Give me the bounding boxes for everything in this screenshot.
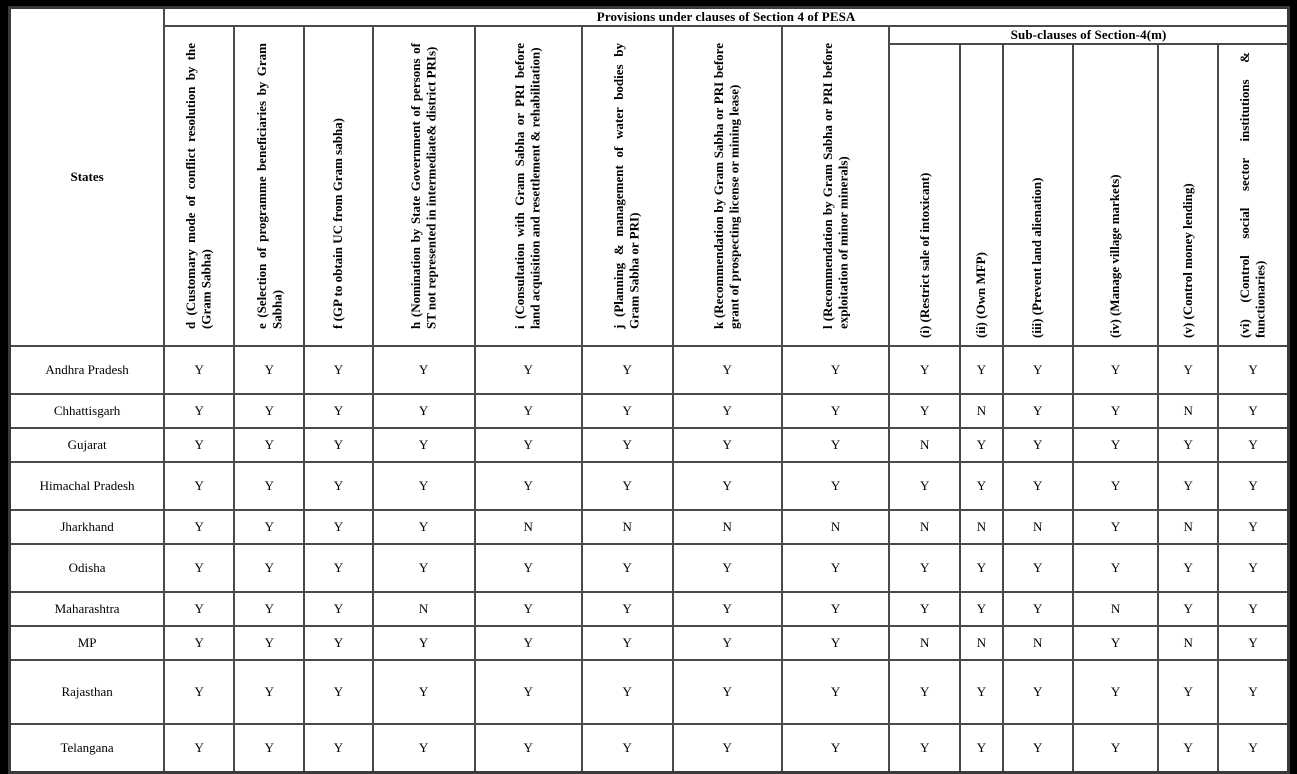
- cell-value: Y: [673, 724, 782, 773]
- header-col-f: [304, 26, 372, 346]
- cell-value: Y: [164, 428, 234, 462]
- header-col-d: [164, 26, 234, 346]
- cell-value: Y: [475, 626, 582, 660]
- cell-value: Y: [782, 544, 889, 592]
- cell-value: N: [475, 510, 582, 544]
- header-states: States: [10, 8, 165, 347]
- cell-value: Y: [1003, 660, 1073, 724]
- cell-value: Y: [1003, 394, 1073, 428]
- cell-value: Y: [373, 660, 475, 724]
- cell-value: Y: [1218, 724, 1288, 773]
- cell-value: Y: [1003, 462, 1073, 510]
- table-row: [10, 462, 1289, 510]
- cell-value: Y: [1073, 724, 1159, 773]
- cell-value: Y: [234, 346, 304, 394]
- cell-value: Y: [1158, 462, 1218, 510]
- cell-value: Y: [1073, 544, 1159, 592]
- row-state-name: MP: [10, 626, 165, 660]
- cell-value: Y: [889, 544, 960, 592]
- cell-value: Y: [1218, 510, 1288, 544]
- cell-value: Y: [1073, 510, 1159, 544]
- cell-value: Y: [164, 544, 234, 592]
- header-col-m-ii-label: (ii) (Own MFP): [973, 252, 989, 338]
- cell-value: Y: [673, 660, 782, 724]
- cell-value: Y: [1003, 428, 1073, 462]
- cell-value: Y: [1218, 660, 1288, 724]
- row-state-name: Andhra Pradesh: [10, 346, 165, 394]
- cell-value: Y: [1158, 428, 1218, 462]
- cell-value: Y: [234, 428, 304, 462]
- cell-value: Y: [164, 626, 234, 660]
- cell-value: N: [889, 626, 960, 660]
- header-subclauses-group: Sub-clauses of Section-4(m): [889, 26, 1288, 44]
- header-col-e: [234, 26, 304, 346]
- row-state-name: Jharkhand: [10, 510, 165, 544]
- cell-value: Y: [304, 660, 372, 724]
- cell-value: Y: [582, 660, 673, 724]
- header-col-k: [673, 26, 782, 346]
- cell-value: Y: [889, 660, 960, 724]
- cell-value: Y: [673, 626, 782, 660]
- cell-value: Y: [960, 592, 1002, 626]
- cell-value: Y: [373, 428, 475, 462]
- cell-value: N: [582, 510, 673, 544]
- cell-value: Y: [304, 544, 372, 592]
- cell-value: Y: [304, 626, 372, 660]
- header-col-m-iii: [1003, 44, 1073, 346]
- cell-value: Y: [582, 462, 673, 510]
- cell-value: Y: [1003, 724, 1073, 773]
- row-state-name: Telangana: [10, 724, 165, 773]
- cell-value: Y: [960, 462, 1002, 510]
- cell-value: Y: [960, 544, 1002, 592]
- header-col-h: [373, 26, 475, 346]
- cell-value: Y: [1073, 462, 1159, 510]
- cell-value: Y: [1158, 544, 1218, 592]
- cell-value: Y: [1073, 626, 1159, 660]
- header-col-m-vi-label: (vi) (Control social sector institutions & functionaries): [1237, 52, 1268, 338]
- header-col-m-i-label: (i) (Restrict sale of intoxicant): [916, 172, 932, 338]
- cell-value: Y: [889, 394, 960, 428]
- cell-value: N: [1158, 626, 1218, 660]
- cell-value: Y: [1218, 592, 1288, 626]
- cell-value: Y: [164, 724, 234, 773]
- cell-value: Y: [582, 428, 673, 462]
- cell-value: Y: [304, 462, 372, 510]
- cell-value: Y: [373, 346, 475, 394]
- cell-value: Y: [304, 428, 372, 462]
- table-row: [10, 544, 1289, 592]
- cell-value: Y: [782, 592, 889, 626]
- row-state-name: Maharashtra: [10, 592, 165, 626]
- header-col-l-label: l (Recommendation by Gram Sabha or PRI before exploitation of minor minerals): [819, 43, 851, 329]
- cell-value: Y: [673, 544, 782, 592]
- cell-value: Y: [234, 510, 304, 544]
- cell-value: Y: [304, 394, 372, 428]
- cell-value: Y: [304, 510, 372, 544]
- cell-value: Y: [373, 510, 475, 544]
- table-row: [10, 724, 1289, 773]
- cell-value: N: [782, 510, 889, 544]
- table-row: [10, 510, 1289, 544]
- cell-value: Y: [673, 592, 782, 626]
- cell-value: N: [1003, 510, 1073, 544]
- cell-value: Y: [1218, 544, 1288, 592]
- header-row-subgroup: [10, 26, 1289, 44]
- cell-value: Y: [782, 428, 889, 462]
- cell-value: Y: [1158, 724, 1218, 773]
- header-col-i: [475, 26, 582, 346]
- header-col-m-iii-label: (iii) (Prevent land alienation): [1029, 177, 1045, 338]
- cell-value: Y: [1158, 592, 1218, 626]
- cell-value: Y: [782, 660, 889, 724]
- header-col-m-vi: [1218, 44, 1288, 346]
- header-col-j-label: j (Planning & management of water bodies by Gram Sabha or PRI): [611, 43, 642, 329]
- cell-value: Y: [582, 544, 673, 592]
- cell-value: Y: [889, 592, 960, 626]
- row-state-name: Rajasthan: [10, 660, 165, 724]
- cell-value: Y: [475, 346, 582, 394]
- header-col-h-label: h (Nomination by State Government of persons of ST not represented in intermediate& district PRIs): [407, 43, 439, 329]
- cell-value: Y: [1218, 626, 1288, 660]
- cell-value: N: [1003, 626, 1073, 660]
- cell-value: Y: [234, 462, 304, 510]
- table-row: [10, 394, 1289, 428]
- header-col-j: [582, 26, 673, 346]
- table-row: [10, 346, 1289, 394]
- cell-value: Y: [304, 346, 372, 394]
- cell-value: Y: [673, 428, 782, 462]
- cell-value: Y: [234, 544, 304, 592]
- cell-value: Y: [304, 592, 372, 626]
- table-row: [10, 660, 1289, 724]
- header-col-m-ii: [960, 44, 1002, 346]
- cell-value: Y: [782, 724, 889, 773]
- cell-value: Y: [164, 510, 234, 544]
- table-row: [10, 626, 1289, 660]
- header-provisions-group: Provisions under clauses of Section 4 of PESA: [164, 8, 1288, 27]
- cell-value: Y: [475, 544, 582, 592]
- cell-value: N: [673, 510, 782, 544]
- cell-value: Y: [1073, 346, 1159, 394]
- cell-value: Y: [475, 428, 582, 462]
- cell-value: Y: [960, 428, 1002, 462]
- cell-value: Y: [1158, 346, 1218, 394]
- row-state-name: Himachal Pradesh: [10, 462, 165, 510]
- cell-value: Y: [1003, 544, 1073, 592]
- cell-value: Y: [1158, 660, 1218, 724]
- cell-value: Y: [782, 462, 889, 510]
- cell-value: Y: [475, 660, 582, 724]
- header-col-m-iv-label: (iv) (Manage village markets): [1107, 174, 1123, 338]
- cell-value: Y: [234, 592, 304, 626]
- header-col-k-label: k (Recommendation by Gram Sabha or PRI before grant of prospecting license or mining lease): [711, 43, 742, 329]
- cell-value: Y: [673, 394, 782, 428]
- pesa-provisions-table: [8, 6, 1290, 774]
- cell-value: Y: [373, 462, 475, 510]
- header-col-i-label: i (Consultation with Gram Sabha or PRI before land acquisition and resettlement & rehabilitation): [512, 43, 543, 329]
- cell-value: Y: [164, 592, 234, 626]
- cell-value: Y: [582, 592, 673, 626]
- cell-value: Y: [475, 592, 582, 626]
- cell-value: Y: [960, 660, 1002, 724]
- cell-value: N: [1158, 510, 1218, 544]
- cell-value: Y: [234, 724, 304, 773]
- cell-value: Y: [234, 626, 304, 660]
- header-col-f-label: f (GP to obtain UC from Gram sabha): [330, 117, 346, 329]
- header-col-m-iv: [1073, 44, 1159, 346]
- cell-value: Y: [1218, 394, 1288, 428]
- cell-value: Y: [782, 394, 889, 428]
- cell-value: Y: [1073, 660, 1159, 724]
- cell-value: Y: [373, 724, 475, 773]
- cell-value: Y: [1218, 428, 1288, 462]
- cell-value: Y: [164, 346, 234, 394]
- cell-value: Y: [1218, 462, 1288, 510]
- cell-value: Y: [1003, 346, 1073, 394]
- cell-value: Y: [475, 394, 582, 428]
- cell-value: N: [960, 626, 1002, 660]
- cell-value: Y: [304, 724, 372, 773]
- cell-value: N: [1073, 592, 1159, 626]
- table-body: [10, 346, 1289, 773]
- cell-value: Y: [673, 346, 782, 394]
- header-col-m-v: [1158, 44, 1218, 346]
- cell-value: Y: [164, 462, 234, 510]
- cell-value: Y: [582, 626, 673, 660]
- cell-value: Y: [582, 724, 673, 773]
- cell-value: N: [960, 510, 1002, 544]
- cell-value: Y: [673, 462, 782, 510]
- cell-value: N: [889, 510, 960, 544]
- cell-value: Y: [582, 394, 673, 428]
- header-col-d-label: d (Customary mode of conflict resolution by the (Gram Sabha): [183, 43, 214, 329]
- cell-value: Y: [475, 462, 582, 510]
- header-row-group: [10, 8, 1289, 27]
- cell-value: Y: [782, 626, 889, 660]
- cell-value: Y: [889, 724, 960, 773]
- cell-value: Y: [234, 394, 304, 428]
- cell-value: Y: [234, 660, 304, 724]
- cell-value: N: [1158, 394, 1218, 428]
- header-col-m-v-label: (v) (Control money lending): [1180, 183, 1196, 338]
- header-col-l: [782, 26, 889, 346]
- cell-value: Y: [1073, 428, 1159, 462]
- header-col-m-i: [889, 44, 960, 346]
- cell-value: Y: [889, 462, 960, 510]
- cell-value: N: [960, 394, 1002, 428]
- header-col-e-label: e (Selection of programme beneficiaries by Gram Sabha): [253, 43, 284, 329]
- cell-value: N: [889, 428, 960, 462]
- cell-value: Y: [373, 394, 475, 428]
- cell-value: Y: [960, 724, 1002, 773]
- table-row: [10, 592, 1289, 626]
- cell-value: Y: [782, 346, 889, 394]
- cell-value: Y: [1003, 592, 1073, 626]
- cell-value: N: [373, 592, 475, 626]
- cell-value: Y: [475, 724, 582, 773]
- cell-value: Y: [373, 626, 475, 660]
- cell-value: Y: [960, 346, 1002, 394]
- cell-value: Y: [164, 394, 234, 428]
- cell-value: Y: [582, 346, 673, 394]
- row-state-name: Chhattisgarh: [10, 394, 165, 428]
- cell-value: Y: [1073, 394, 1159, 428]
- cell-value: Y: [1218, 346, 1288, 394]
- cell-value: Y: [164, 660, 234, 724]
- cell-value: Y: [889, 346, 960, 394]
- cell-value: Y: [373, 544, 475, 592]
- row-state-name: Gujarat: [10, 428, 165, 462]
- table-row: [10, 428, 1289, 462]
- row-state-name: Odisha: [10, 544, 165, 592]
- table-header: [10, 8, 1289, 347]
